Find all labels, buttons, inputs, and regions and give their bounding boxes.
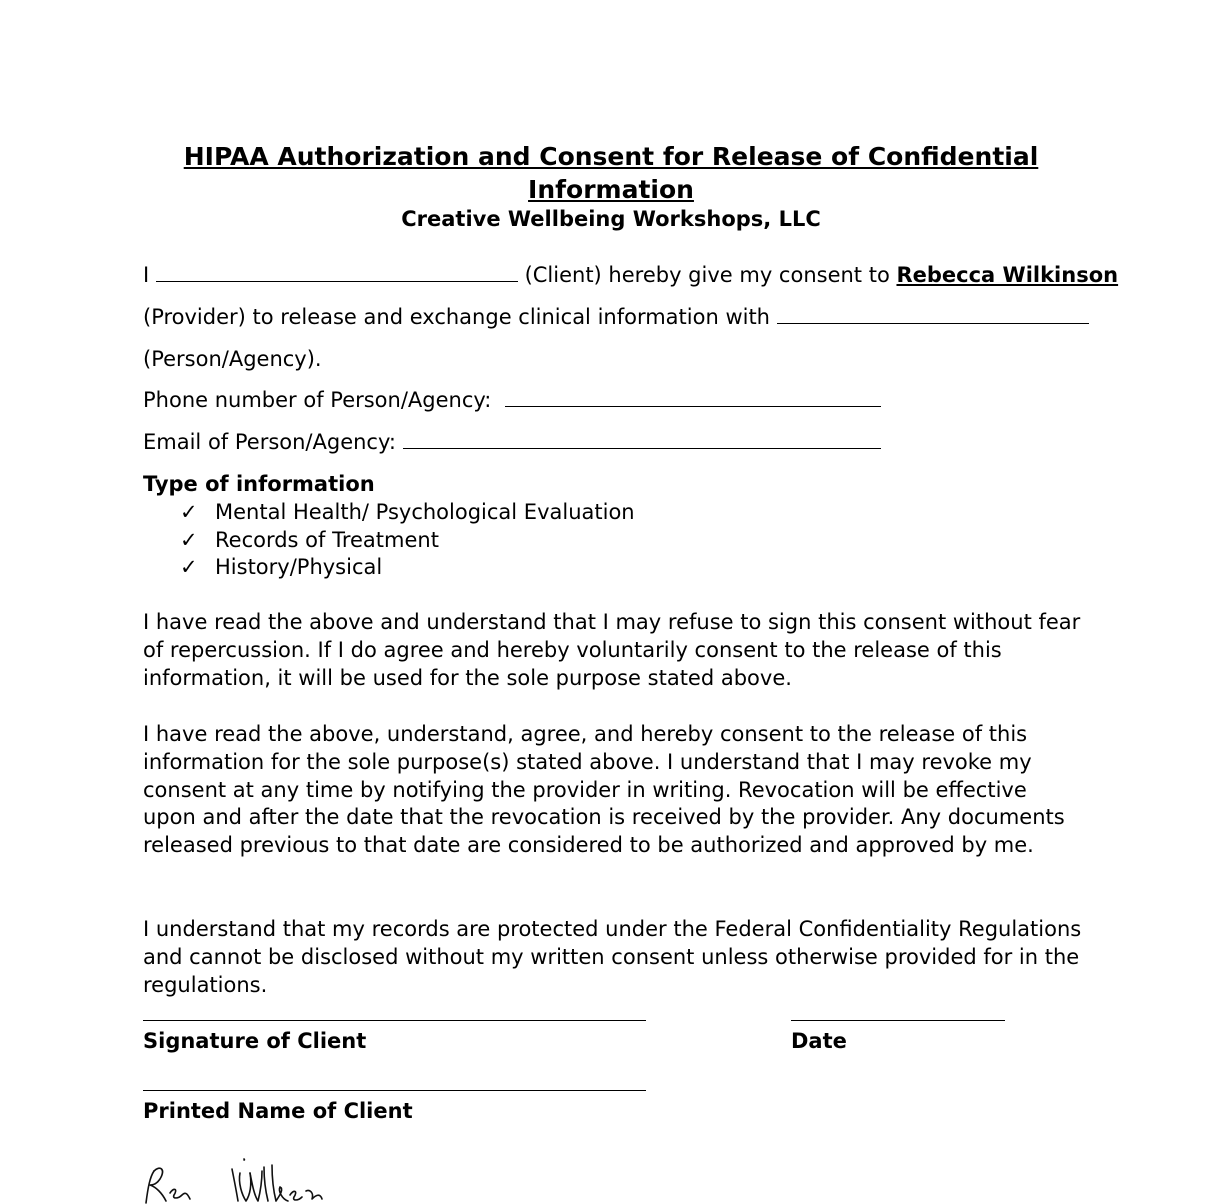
information-type-item xyxy=(180,526,439,554)
information-type-item xyxy=(180,498,635,526)
consent-line-3: (Person/Agency). xyxy=(143,347,322,371)
signature-line[interactable] xyxy=(143,1020,646,1021)
phone-label: Phone number of Person/Agency: xyxy=(143,388,499,412)
form-title-line-2: Information xyxy=(528,175,694,204)
phone-row xyxy=(143,386,881,414)
checkmark-icon: ✓ xyxy=(180,555,198,579)
information-type-item xyxy=(180,553,382,581)
email-blank[interactable] xyxy=(403,428,881,449)
printed-name-label: Printed Name of Client xyxy=(143,1099,413,1123)
client-name-blank[interactable] xyxy=(156,261,518,282)
refusal-paragraph: I have read the above and understand that I may refuse to sign this consent without fear of repercussion. If I do agree and hereby voluntarily consent to the release of this information, it will be used for the sole purpose stated above. xyxy=(143,610,1081,690)
provider-signature-image xyxy=(140,1155,340,1204)
information-type-heading: Type of information xyxy=(143,472,375,496)
date-line[interactable] xyxy=(791,1020,1005,1021)
checkmark-icon: ✓ xyxy=(180,500,198,524)
email-row xyxy=(143,428,881,456)
consent-line-1 xyxy=(143,261,1118,289)
revocation-paragraph: I have read the above, understand, agree, and hereby consent to the release of this information for the sole purpose(s) stated above. I understand that I may revoke my consent at any time by notifying the provider in writing. Revocation will be effective upon and after the date that the revocation is received by the provider. Any documents released previous to that date are considered to be authorized and approved by me. xyxy=(143,722,1065,858)
consent-release-text: (Provider) to release and exchange clinical information with xyxy=(143,305,777,329)
confidentiality-paragraph: I understand that my records are protected under the Federal Confidentiality Regulations and cannot be disclosed without my written consent unless otherwise provided for in the regulations. xyxy=(143,917,1082,997)
signature-label: Signature of Client xyxy=(143,1029,367,1053)
provider-name: Rebecca Wilkinson xyxy=(896,263,1119,287)
form-title-line-1: HIPAA Authorization and Consent for Release of Confidential xyxy=(183,142,1039,171)
consent-prefix: I xyxy=(143,263,150,287)
date-label: Date xyxy=(791,1029,847,1053)
email-label: Email of Person/Agency: xyxy=(143,430,403,454)
consent-line-2 xyxy=(143,303,1089,331)
information-type-label: History/Physical xyxy=(215,555,383,579)
person-agency-blank[interactable] xyxy=(777,303,1089,324)
consent-middle-text: (Client) hereby give my consent to xyxy=(517,263,897,287)
phone-blank[interactable] xyxy=(505,386,881,407)
organization-name: Creative Wellbeing Workshops, LLC xyxy=(401,207,821,231)
printed-name-line[interactable] xyxy=(143,1090,646,1091)
information-type-label: Mental Health/ Psychological Evaluation xyxy=(215,500,635,524)
information-type-label: Records of Treatment xyxy=(215,528,439,552)
checkmark-icon: ✓ xyxy=(180,528,198,552)
